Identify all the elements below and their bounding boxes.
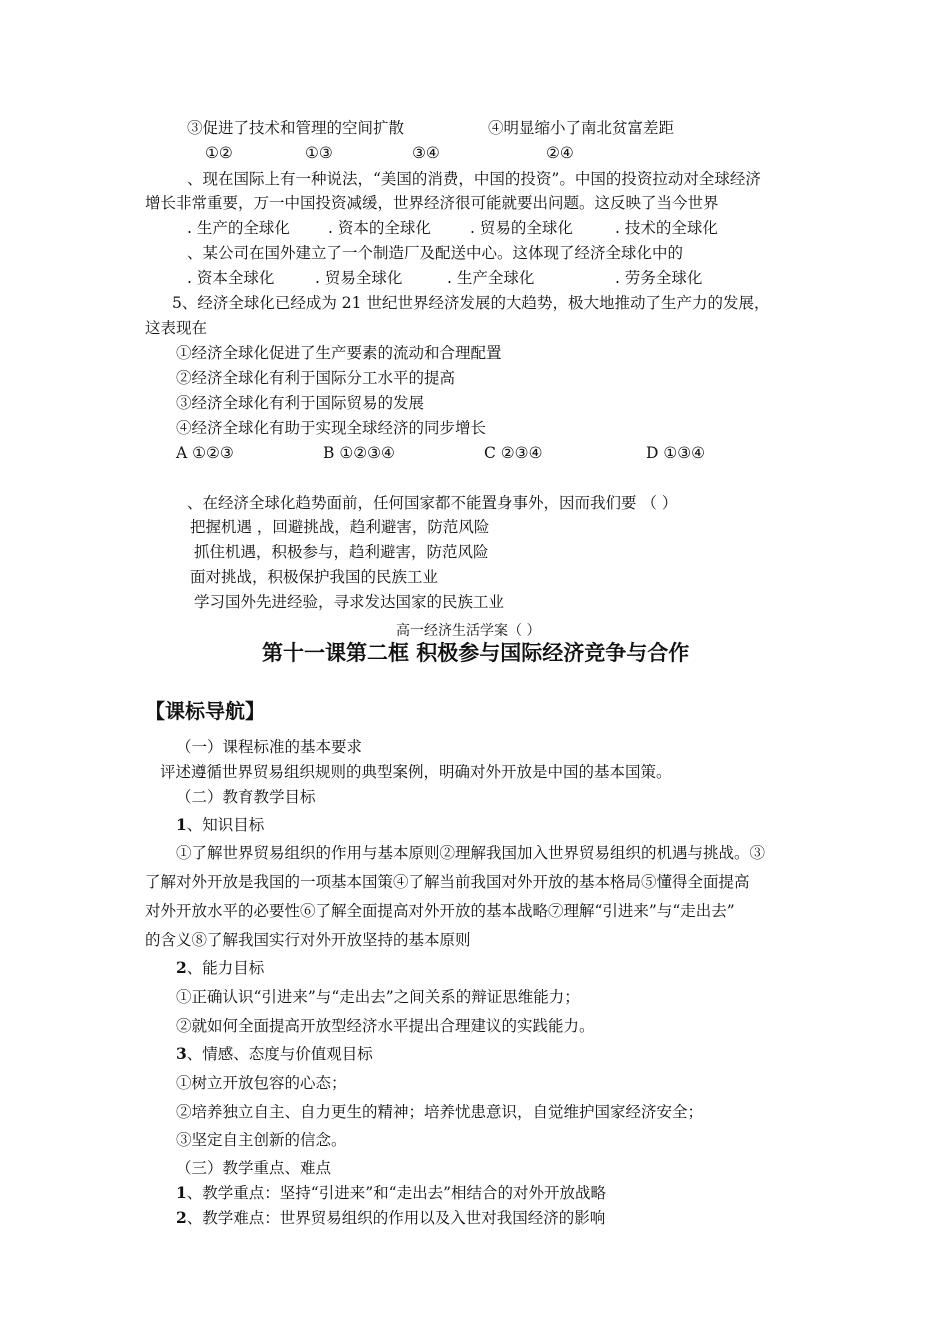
q3-stem-cont: 增长非常重要，万一中国投资减缓，世界经济很可能就要出问题。这反映了当今世界 <box>145 194 719 212</box>
choice-c: ③④ <box>412 144 440 162</box>
part3-heading: （三）教学重点、难点 <box>176 1159 332 1177</box>
key-point-text: 、教学重点：坚持“引进来”和“走出去”相结合的对外开放战略 <box>186 1184 606 1202</box>
q5-stem: 5、经济全球化已经成为 21 世纪世界经济发展的大趋势，极大地推动了生产力的发展， <box>172 294 770 312</box>
q4-option-b: . 贸易全球化 <box>315 269 403 287</box>
ability-line-1: ①正确认识“引进来”与“走出去”之间关系的辩证思维能力； <box>176 988 580 1006</box>
q6-stem: 、在经济全球化趋势面前，任何国家都不能置身事外，因而我们要 （ ） <box>187 494 678 512</box>
choice-b: ①③ <box>305 144 333 162</box>
part2-heading: （二）教育教学目标 <box>176 788 316 806</box>
knowledge-num: 1 <box>176 815 187 834</box>
values-num: 3 <box>176 1044 187 1063</box>
difficult-point-text: 、教学难点：世界贸易组织的作用以及入世对我国经济的影响 <box>186 1209 606 1227</box>
statement-3: ③促进了技术和管理的空间扩散 <box>187 119 405 137</box>
difficult-point-num: 2 <box>176 1208 187 1227</box>
q3-option-b: . 资本的全球化 <box>328 219 431 237</box>
knowledge-line-3: 对外开放水平的必要性⑥了解全面提高对外开放的基本战略⑦理解“引进来”与“走出去” <box>145 902 735 920</box>
knowledge-line-2: 了解对外开放是我国的一项基本国策④了解当前我国对外开放的基本格局⑤懂得全面提高 <box>145 873 750 891</box>
q5-statement-2: ②经济全球化有利于国际分工水平的提高 <box>176 369 456 387</box>
choice-a: ①② <box>205 144 233 162</box>
section-heading: 【课标导航】 <box>145 699 265 723</box>
q6-option-b: 抓住机遇，积极参与，趋利避害，防范风险 <box>194 543 489 561</box>
values-line-3: ③坚定自主创新的信念。 <box>176 1131 347 1149</box>
key-point-num: 1 <box>176 1183 187 1202</box>
q6-option-d: 学习国外先进经验，寻求发达国家的民族工业 <box>194 593 505 611</box>
q5-statement-3: ③经济全球化有利于国际贸易的发展 <box>176 394 425 412</box>
values-label: 、情感、态度与价值观目标 <box>186 1045 373 1063</box>
values-line-1: ①树立开放包容的心态； <box>176 1074 347 1092</box>
q5-statement-4: ④经济全球化有助于实现全球经济的同步增长 <box>176 419 487 437</box>
knowledge-line-1: ①了解世界贸易组织的作用与基本原则②理解我国加入世界贸易组织的机遇与挑战。③ <box>176 844 766 862</box>
ability-label: 、能力目标 <box>186 959 265 977</box>
q5-statement-1: ①经济全球化促进了生产要素的流动和合理配置 <box>176 344 502 362</box>
q3-option-a: . 生产的全球化 <box>187 219 290 237</box>
part1-heading: （一）课程标准的基本要求 <box>176 738 363 756</box>
values-line-2: ②培养独立自主、自力更生的精神；培养忧患意识，自觉维护国家经济安全； <box>176 1103 704 1121</box>
page-title: 第十一课第二框 积极参与国际经济竞争与合作 <box>262 641 690 665</box>
q4-stem: 、某公司在国外建立了一个制造厂及配送中心。这体现了经济全球化中的 <box>187 244 684 262</box>
q3-option-d: . 技术的全球化 <box>615 219 718 237</box>
q4-option-c: . 生产全球化 <box>447 269 535 287</box>
q4-option-d: . 劳务全球化 <box>615 269 703 287</box>
q6-option-a: 把握机遇 ，回避挑战，趋利避害，防范风险 <box>190 518 490 536</box>
values-heading <box>176 1044 373 1064</box>
choice-d: ②④ <box>546 144 574 162</box>
knowledge-label: 、知识目标 <box>186 816 265 834</box>
q6-option-c: 面对挑战，积极保护我国的民族工业 <box>190 568 439 586</box>
knowledge-line-4: 的含义⑧了解我国实行对外开放坚持的基本原则 <box>145 931 471 949</box>
knowledge-heading <box>176 815 264 835</box>
key-point <box>176 1183 606 1203</box>
ability-heading <box>176 958 264 978</box>
statement-4: ④明显缩小了南北贫富差距 <box>488 119 675 137</box>
q3-option-c: . 贸易的全球化 <box>470 219 573 237</box>
ability-num: 2 <box>176 958 187 977</box>
ability-line-2: ②就如何全面提高开放型经济水平提出合理建议的实践能力。 <box>176 1017 595 1035</box>
q5-choice-b: B ①②③④ <box>323 444 395 462</box>
q5-choice-d: D ①③④ <box>646 444 706 462</box>
difficult-point <box>176 1208 605 1228</box>
q3-stem: 、现在国际上有一种说法，“美国的消费，中国的投资”。中国的投资拉动对全球经济 <box>187 170 761 188</box>
part1-text: 评述遵循世界贸易组织规则的典型案例，明确对外开放是中国的基本国策。 <box>160 763 672 781</box>
q5-choice-c: C ②③④ <box>484 444 543 462</box>
q5-choice-a: A ①②③ <box>176 444 234 462</box>
q5-stem-cont: 这表现在 <box>145 319 208 337</box>
lesson-subtitle: 高一经济生活学案（ ） <box>396 623 541 639</box>
q4-option-a: . 资本全球化 <box>187 269 275 287</box>
